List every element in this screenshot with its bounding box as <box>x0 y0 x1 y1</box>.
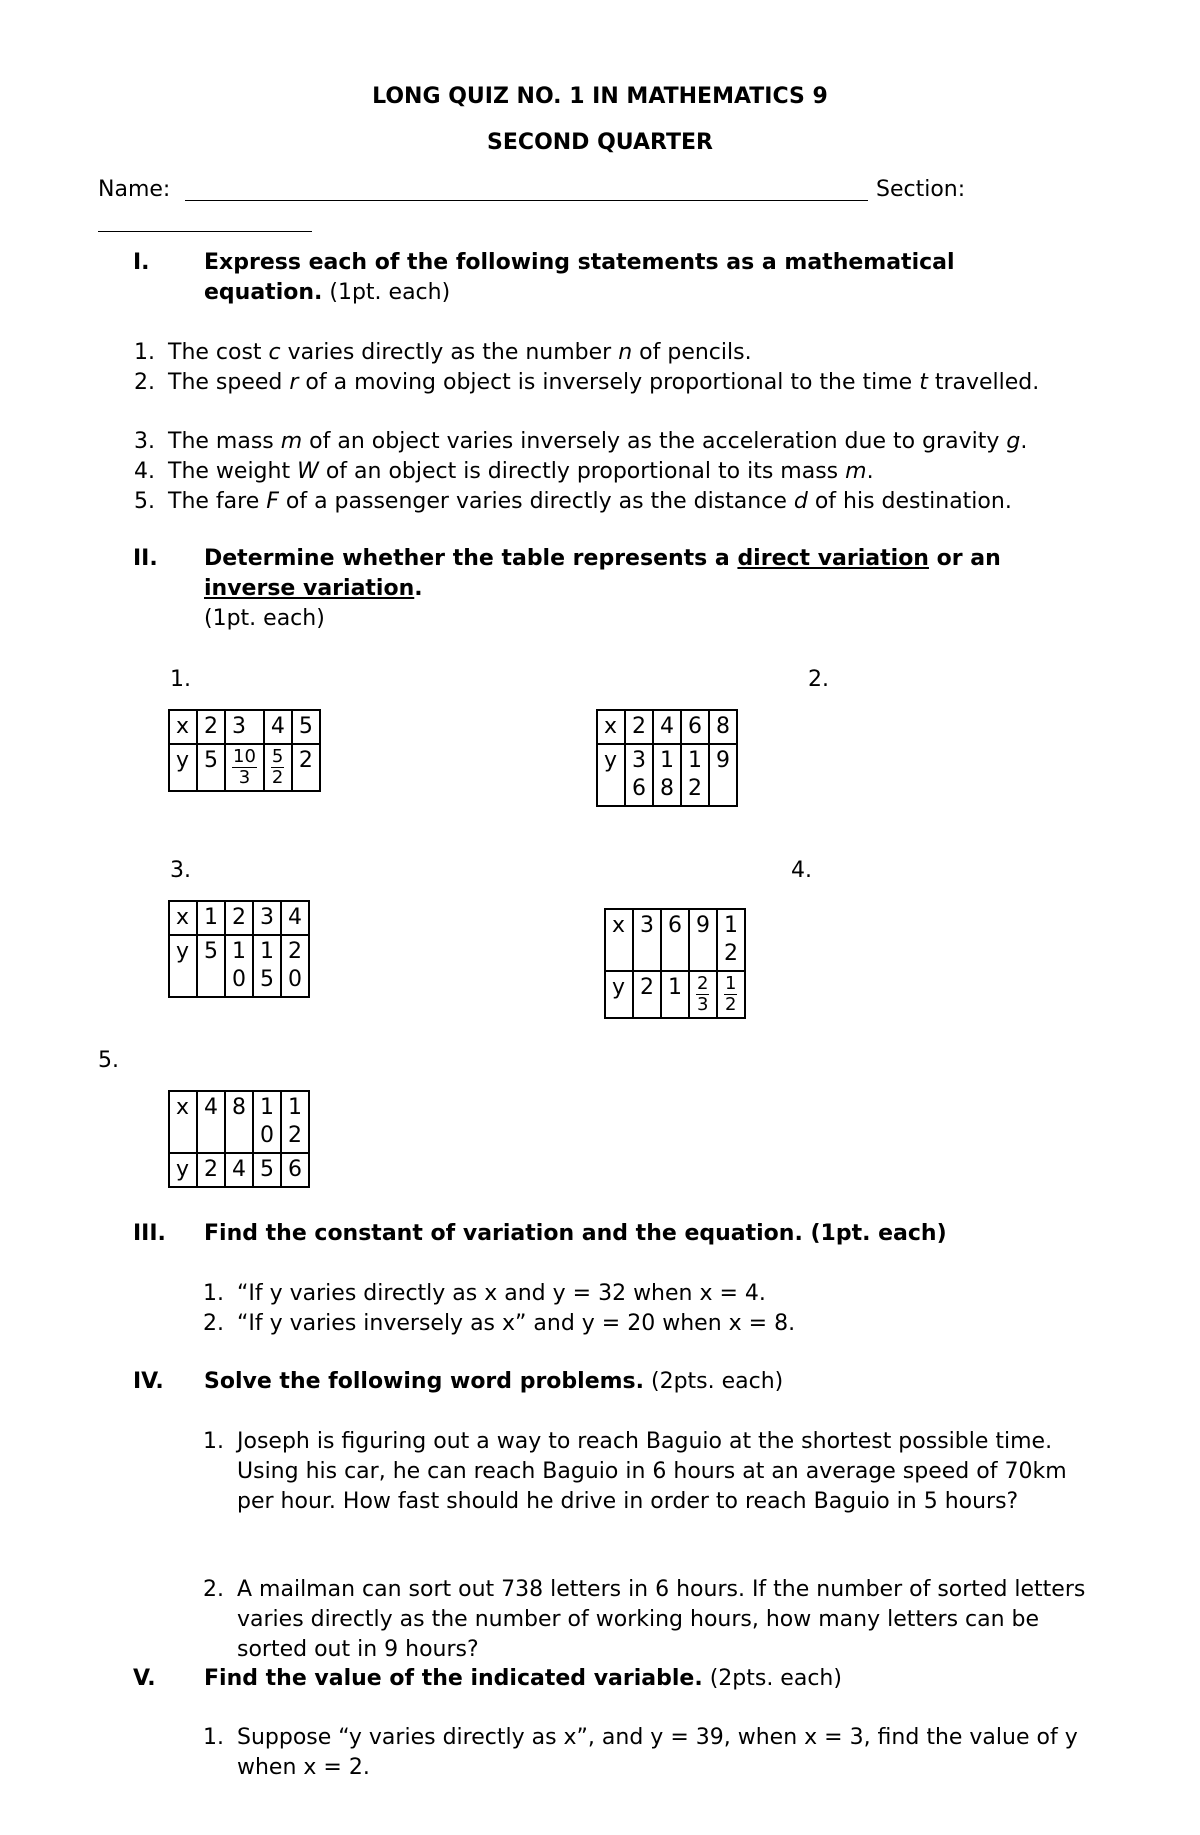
section-3-numeral: III. <box>133 1221 166 1246</box>
table-cell <box>717 971 745 1018</box>
variable-symbol: d <box>793 489 808 514</box>
quiz-subtitle: SECOND QUARTER <box>487 130 713 155</box>
variation-table <box>168 709 321 792</box>
item-text-part: of a passenger varies directly as the distance <box>278 489 794 514</box>
wrapped-digit: 0 <box>232 967 246 992</box>
table-cell <box>281 1091 309 1153</box>
wrapped-number <box>688 747 702 803</box>
wrapped-digit: 1 <box>260 939 274 964</box>
variation-table <box>596 709 738 807</box>
fraction-numerator: 1 <box>725 973 737 994</box>
section-1-instruction: Express each of the following statements as a mathematical equation. <box>204 250 955 305</box>
section-1-heading <box>204 248 1064 308</box>
table-cell <box>253 935 281 997</box>
wrapped-number <box>632 747 646 803</box>
wrapped-digit: 1 <box>660 748 674 773</box>
fraction-denominator: 2 <box>725 994 737 1015</box>
section-2-heading <box>204 544 1064 634</box>
x-row <box>605 909 745 971</box>
table-cell: 9 <box>689 909 717 971</box>
table-cell: x <box>597 710 625 744</box>
item-text-part: of his destination. <box>807 489 1012 514</box>
table-cell: y <box>169 744 197 791</box>
fraction-denominator: 3 <box>697 994 709 1015</box>
section-1-item <box>134 457 1104 487</box>
wrapped-digit: 5 <box>260 967 274 992</box>
item-number: 3. <box>134 429 155 454</box>
wrapped-digit: 2 <box>288 939 302 964</box>
table-label: 4. <box>791 858 812 883</box>
wrapped-digit: 8 <box>660 776 674 801</box>
section-blank[interactable] <box>98 231 312 232</box>
wrapped-digit: 6 <box>632 776 646 801</box>
variable-symbol: c <box>268 340 281 365</box>
section-4-instruction: Solve the following word problems. <box>204 1369 644 1394</box>
item-text: A mailman can sort out 738 letters in 6 hours. If the number of sorted letters varies directly as the number of working hours, how many letters can be sorted out in 9 hours? <box>237 1577 1086 1662</box>
quiz-title: LONG QUIZ NO. 1 IN MATHEMATICS 9 <box>372 84 828 109</box>
table-cell <box>225 935 253 997</box>
item-text-part: The fare <box>168 489 267 514</box>
section-1-points: (1pt. each) <box>329 280 451 305</box>
item-text: Joseph is figuring out a way to reach Baguio at the shortest possible time. Using his car, he can reach Baguio in 6 hours at an average speed of 70km per hour. How fast should he drive in order to reach Baguio in 5 hours? <box>237 1429 1067 1514</box>
item-text-part: . <box>1020 429 1028 454</box>
table-cell: x <box>605 909 633 971</box>
wrapped-number <box>288 1094 302 1150</box>
section-5-heading <box>204 1664 1104 1694</box>
fraction-denominator: 2 <box>271 767 284 788</box>
fraction <box>696 974 709 1015</box>
section-2-instruction-a: Determine whether the table represents a <box>204 546 738 571</box>
variable-symbol: n <box>618 340 633 365</box>
item-text-part: of a moving object is inversely proportional to the time <box>298 370 920 395</box>
section-3-heading <box>204 1219 1104 1249</box>
fraction-numerator: 2 <box>697 973 709 994</box>
table-cell: 2 <box>197 1153 225 1187</box>
table-cell: y <box>605 971 633 1018</box>
item-number: 2. <box>203 1311 224 1336</box>
wrapped-digit: 2 <box>288 1123 302 1148</box>
section-4-numeral: IV. <box>133 1369 164 1394</box>
wrapped-digit: 2 <box>724 941 738 966</box>
wrapped-digit: 0 <box>288 967 302 992</box>
fraction-denominator: 3 <box>238 767 251 788</box>
table-cell <box>625 744 653 806</box>
table-cell: 5 <box>197 744 225 791</box>
fraction <box>724 974 737 1015</box>
section-5-points: (2pts. each) <box>709 1666 842 1691</box>
table-cell: 4 <box>653 710 681 744</box>
section-2-points: (1pt. each) <box>204 606 325 631</box>
section-2-instruction-c: . <box>414 576 423 601</box>
x-row <box>169 901 309 935</box>
variable-symbol: t <box>919 370 928 395</box>
item-text <box>168 457 1104 487</box>
table-cell: y <box>169 935 197 997</box>
table-cell <box>281 935 309 997</box>
y-row <box>605 971 745 1018</box>
item-number: 1. <box>203 1429 224 1454</box>
section-4-item <box>203 1427 1103 1517</box>
item-text-part: travelled. <box>927 370 1040 395</box>
table-cell: 2 <box>625 710 653 744</box>
table-cell: 4 <box>225 1153 253 1187</box>
wrapped-digit: 1 <box>688 748 702 773</box>
fraction <box>271 747 284 788</box>
wrapped-number <box>660 747 674 803</box>
table-cell: x <box>169 901 197 935</box>
section-4-item <box>203 1575 1103 1665</box>
section-1-item <box>134 338 1104 368</box>
item-number: 1. <box>203 1281 224 1306</box>
item-text-part: of an object varies inversely as the acceleration due to gravity <box>302 429 1007 454</box>
table-cell: 3 <box>633 909 661 971</box>
wrapped-digit: 0 <box>260 1123 274 1148</box>
wrapped-number <box>260 1094 274 1150</box>
table-label: 2. <box>808 667 829 692</box>
table-cell <box>689 971 717 1018</box>
table-cell: 3 <box>253 901 281 935</box>
section-label: Section: <box>876 177 966 202</box>
item-text-part: The cost <box>168 340 269 365</box>
table-cell: y <box>169 1153 197 1187</box>
item-number: 1. <box>134 340 155 365</box>
table-cell: 3 <box>225 710 264 744</box>
item-text-part: The mass <box>168 429 281 454</box>
inverse-variation-term: inverse variation <box>204 576 415 601</box>
item-text <box>168 338 1104 368</box>
section-3-item <box>203 1309 1103 1339</box>
section-4-heading <box>204 1367 1104 1397</box>
name-blank[interactable] <box>185 200 868 201</box>
wrapped-number <box>288 938 302 994</box>
variable-symbol: m <box>280 429 303 454</box>
section-2-instruction-b: or an <box>928 546 1001 571</box>
x-row <box>169 710 320 744</box>
table-cell: 4 <box>197 1091 225 1153</box>
section-5-item <box>203 1723 1103 1783</box>
variation-table <box>168 1090 310 1188</box>
section-4-points: (2pts. each) <box>651 1369 784 1394</box>
table-cell: 8 <box>225 1091 253 1153</box>
section-2-numeral: II. <box>133 546 158 571</box>
name-label: Name: <box>98 177 171 202</box>
variable-symbol: W <box>297 459 319 484</box>
y-row <box>169 744 320 791</box>
table-cell: 1 <box>661 971 689 1018</box>
fraction-numerator: 10 <box>233 746 256 767</box>
item-text-part: The speed <box>168 370 290 395</box>
fraction <box>232 747 257 788</box>
section-1-numeral: I. <box>133 250 150 275</box>
table-cell: y <box>597 744 625 806</box>
variation-table <box>604 908 746 1019</box>
item-number: 1. <box>203 1725 224 1750</box>
wrapped-number <box>232 938 246 994</box>
wrapped-digit: 2 <box>688 776 702 801</box>
item-text <box>168 487 1104 517</box>
item-text: Suppose “y varies directly as x”, and y = 39, when x = 3, find the value of y when x = 2. <box>237 1725 1078 1780</box>
y-row <box>169 1153 309 1187</box>
table-label: 5. <box>98 1048 119 1073</box>
table-cell: 6 <box>661 909 689 971</box>
item-text: “If y varies inversely as x” and y = 20 when x = 8. <box>237 1311 796 1336</box>
item-text: “If y varies directly as x and y = 32 when x = 4. <box>237 1281 766 1306</box>
item-number: 2. <box>203 1577 224 1602</box>
x-row <box>169 1091 309 1153</box>
table-cell: 2 <box>197 710 225 744</box>
y-row <box>169 935 309 997</box>
section-1-item <box>134 427 1104 457</box>
table-cell: 2 <box>292 744 320 791</box>
table-cell: 2 <box>225 901 253 935</box>
item-text-part: of an object is directly proportional to its mass <box>318 459 846 484</box>
item-text-part: The weight <box>168 459 298 484</box>
table-cell: 4 <box>264 710 292 744</box>
item-text <box>168 427 1104 457</box>
variable-symbol: m <box>845 459 867 484</box>
variable-symbol: g <box>1006 429 1021 454</box>
table-cell <box>264 744 292 791</box>
wrapped-digit: 1 <box>232 939 246 964</box>
wrapped-number <box>260 938 274 994</box>
table-cell: x <box>169 710 197 744</box>
variable-symbol: F <box>266 489 279 514</box>
table-cell: 6 <box>681 710 709 744</box>
table-cell: 8 <box>709 710 737 744</box>
table-cell <box>681 744 709 806</box>
item-number: 2. <box>134 370 155 395</box>
variation-table <box>168 900 310 998</box>
table-cell <box>717 909 745 971</box>
section-3-instruction: Find the constant of variation and the equation. (1pt. each) <box>204 1221 947 1246</box>
table-cell <box>225 744 264 791</box>
item-number: 4. <box>134 459 155 484</box>
table-cell: 2 <box>633 971 661 1018</box>
table-label: 1. <box>170 667 191 692</box>
wrapped-number <box>724 912 738 968</box>
section-1-item <box>134 368 1104 398</box>
item-text <box>168 368 1104 398</box>
item-number: 5. <box>134 489 155 514</box>
section-1-item <box>134 487 1104 517</box>
table-cell: 6 <box>281 1153 309 1187</box>
section-3-item <box>203 1279 1103 1309</box>
table-cell: 9 <box>709 744 737 806</box>
table-cell: 4 <box>281 901 309 935</box>
fraction-numerator: 5 <box>271 746 284 767</box>
table-cell <box>253 1091 281 1153</box>
table-cell: 5 <box>292 710 320 744</box>
table-cell <box>653 744 681 806</box>
section-5-instruction: Find the value of the indicated variable. <box>204 1666 703 1691</box>
y-row <box>597 744 737 806</box>
table-cell: 5 <box>197 935 225 997</box>
item-text-part: . <box>866 459 874 484</box>
x-row <box>597 710 737 744</box>
wrapped-digit: 1 <box>288 1095 302 1120</box>
variable-symbol: r <box>289 370 299 395</box>
table-cell: 5 <box>253 1153 281 1187</box>
item-text-part: varies directly as the number <box>280 340 619 365</box>
item-text-part: of pencils. <box>632 340 752 365</box>
table-cell: 1 <box>197 901 225 935</box>
table-cell: x <box>169 1091 197 1153</box>
section-5-numeral: V. <box>133 1666 156 1691</box>
wrapped-digit: 1 <box>724 913 738 938</box>
wrapped-digit: 3 <box>632 748 646 773</box>
table-label: 3. <box>170 858 191 883</box>
direct-variation-term: direct variation <box>737 546 929 571</box>
wrapped-digit: 1 <box>260 1095 274 1120</box>
